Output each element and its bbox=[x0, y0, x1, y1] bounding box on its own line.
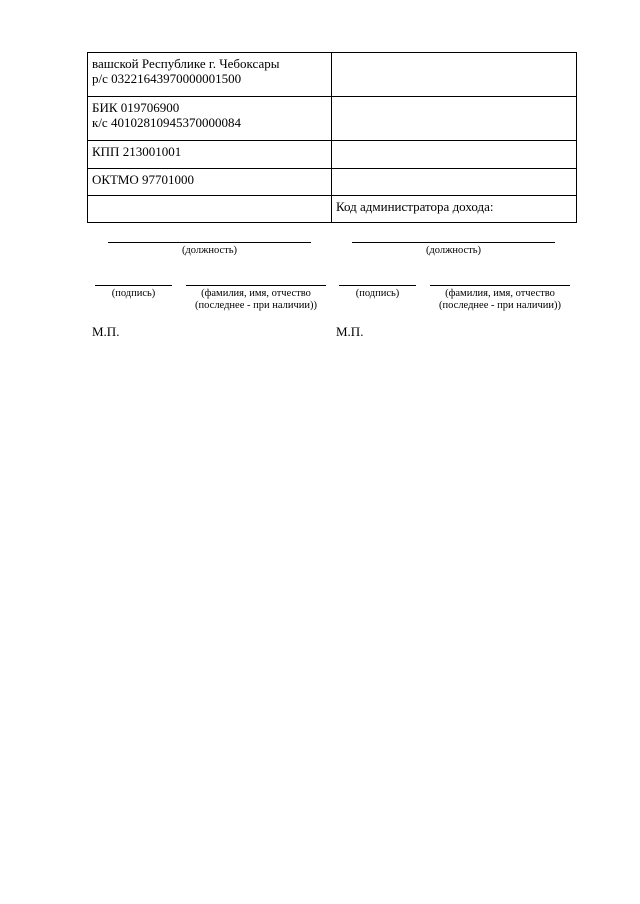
settlement-account-text: р/с 03221643970000001500 bbox=[92, 71, 242, 86]
right-cell bbox=[332, 141, 577, 169]
table-row bbox=[88, 53, 577, 97]
bik-cell bbox=[88, 97, 332, 141]
left-signature-caption: (подпись) bbox=[111, 288, 156, 299]
bank-name-cell bbox=[88, 53, 332, 97]
left-name-line bbox=[186, 285, 326, 286]
right-cell bbox=[332, 169, 577, 196]
table-row bbox=[88, 97, 577, 141]
right-signature-caption: (подпись) bbox=[355, 288, 400, 299]
revenue-admin-code-cell: Код администратора дохода: bbox=[332, 196, 577, 223]
right-position-caption: (должность) bbox=[425, 245, 482, 256]
right-name-caption-1: (фамилия, имя, отчество bbox=[445, 288, 555, 299]
kpp-text: КПП 213001001 bbox=[92, 144, 182, 159]
left-position-caption: (должность) bbox=[181, 245, 238, 256]
oktmo-cell bbox=[88, 169, 332, 196]
left-name-caption-2: (последнее - при наличии)) bbox=[195, 300, 317, 311]
table-row bbox=[88, 141, 577, 169]
left-signature-line bbox=[95, 285, 172, 286]
bik-text: БИК 019706900 bbox=[92, 100, 180, 115]
right-cell bbox=[332, 97, 577, 141]
right-name-caption-2: (последнее - при наличии)) bbox=[439, 300, 561, 311]
empty-cell bbox=[88, 196, 332, 223]
left-stamp-mark: М.П. bbox=[92, 324, 120, 339]
right-position-line bbox=[352, 242, 555, 243]
table-row bbox=[88, 169, 577, 196]
kpp-cell bbox=[88, 141, 332, 169]
left-position-line bbox=[108, 242, 311, 243]
left-name-caption-1: (фамилия, имя, отчество bbox=[201, 288, 311, 299]
correspondent-account-text: к/с 40102810945370000084 bbox=[92, 115, 241, 130]
bank-details-table bbox=[87, 52, 577, 223]
right-stamp-mark: М.П. bbox=[336, 324, 364, 339]
table-row bbox=[88, 196, 577, 223]
right-signature-line bbox=[339, 285, 416, 286]
bank-name-text: вашской Республике г. Чебоксары bbox=[92, 56, 280, 71]
right-cell bbox=[332, 53, 577, 97]
oktmo-text: ОКТМО 97701000 bbox=[92, 172, 195, 187]
right-name-line bbox=[430, 285, 570, 286]
